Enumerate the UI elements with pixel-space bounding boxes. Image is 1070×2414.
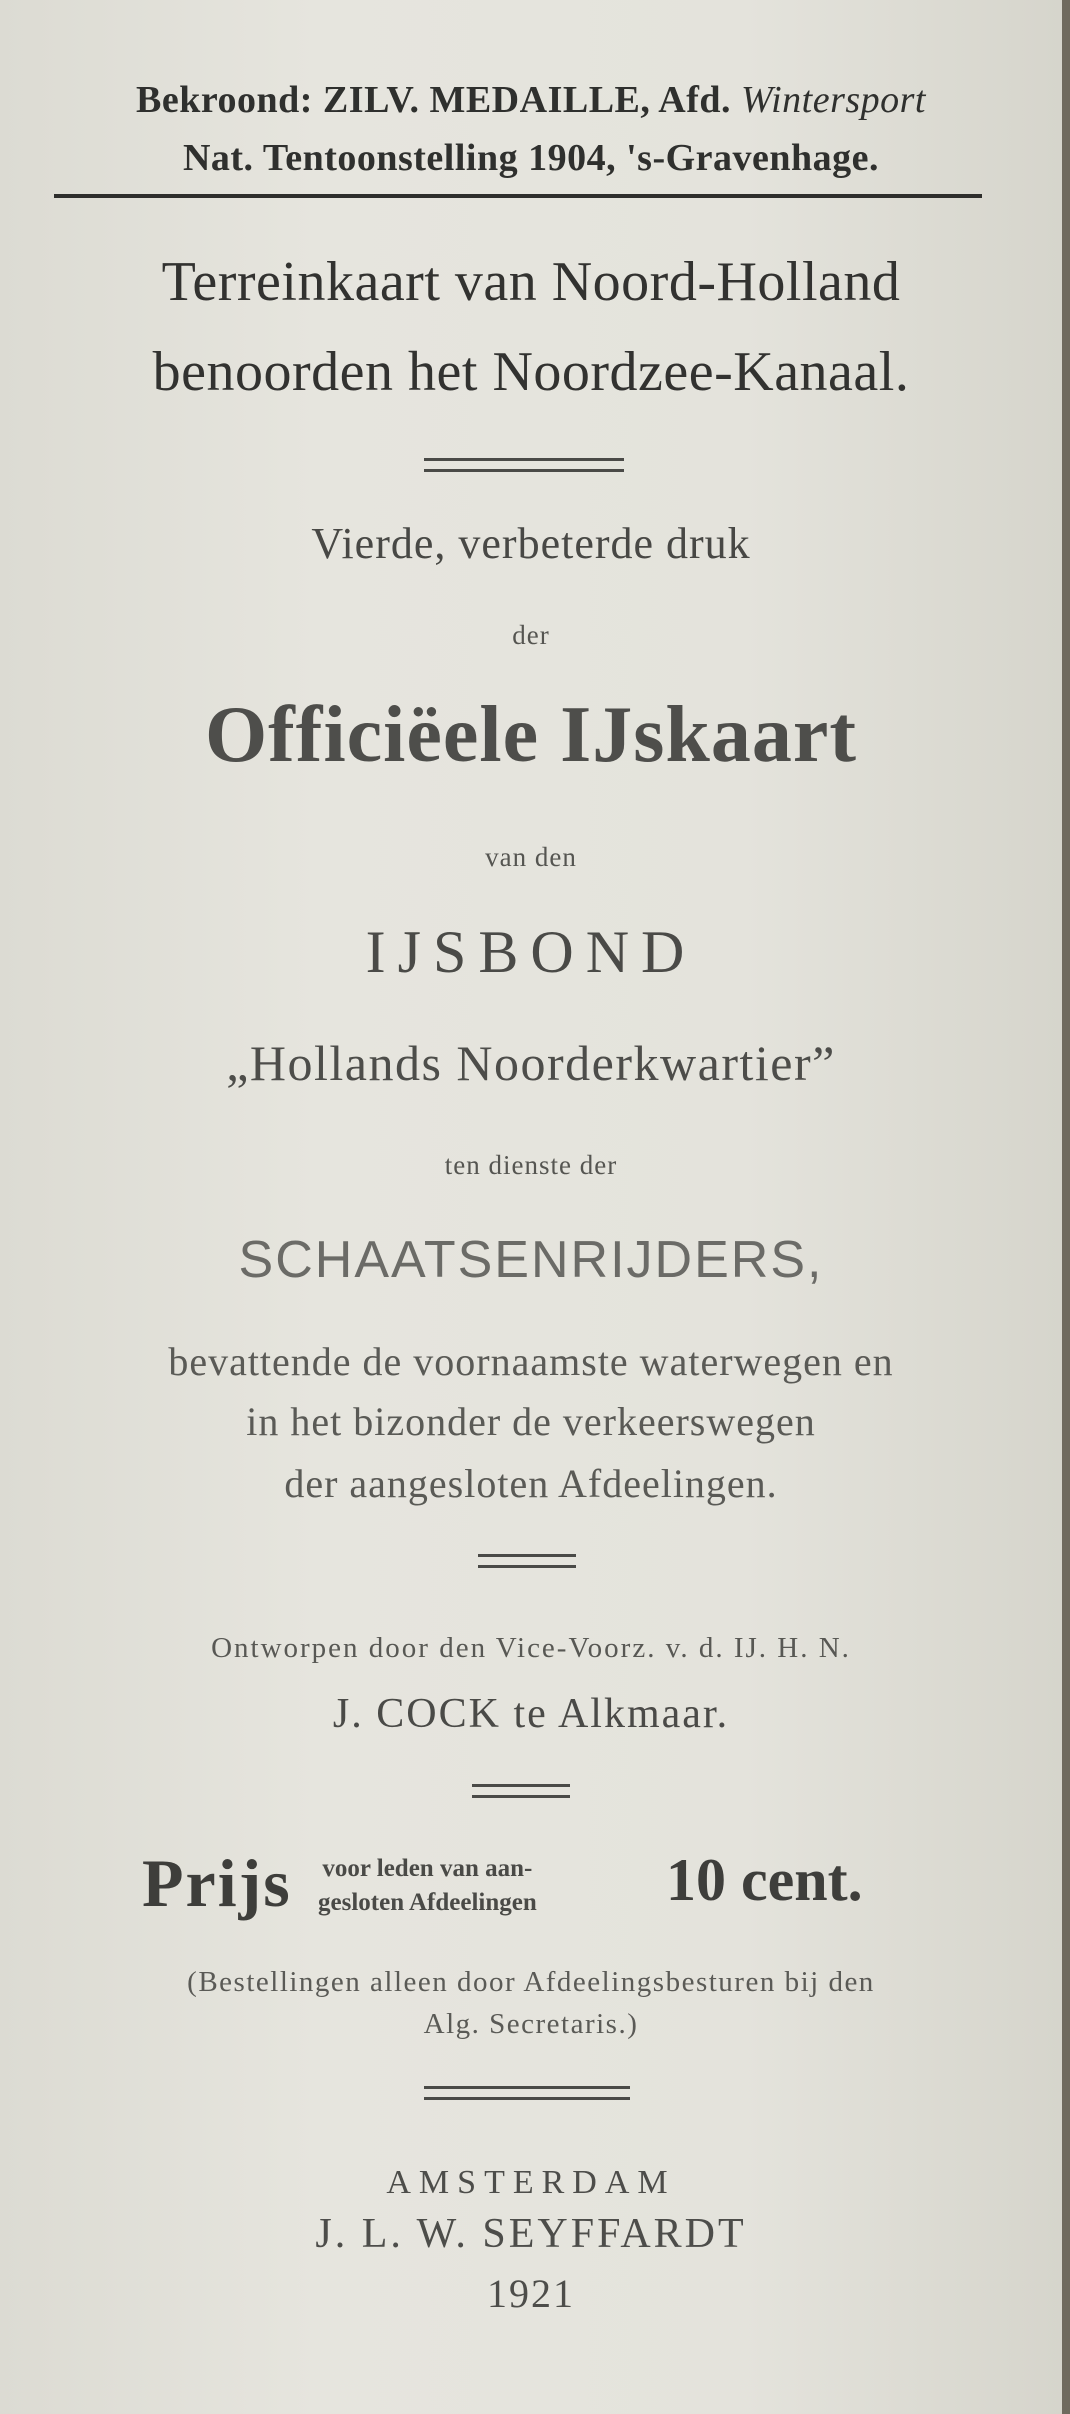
organization-name: IJSBOND [365,919,697,985]
audience-text: SCHAATSENRIJDERS, [238,1231,824,1289]
description-line-1: bevattende de voornaamste waterwegen en [168,1339,894,1384]
van-den-text: van den [485,842,577,872]
award-category: Wintersport [741,79,926,121]
orders-line-1: (Bestellingen alleen door Afdeelingsbesturen bij den [187,1966,875,1998]
main-title: Officiëele IJskaart [204,691,858,779]
price-note [318,1852,537,1920]
description-line-3: der aangesloten Afdeelingen. [284,1461,778,1506]
organization-subtitle: „Hollands Noorderkwartier” [226,1035,836,1091]
publication-year: 1921 [487,2271,575,2316]
title-line-1: Terreinkaart van Noord-Holland [161,251,901,313]
double-rule [478,1554,576,1568]
service-text: ten dienste der [444,1150,618,1180]
price-row [0,1838,1062,1948]
double-rule [472,1784,570,1798]
designer-line-2: J. COCK te Alkmaar. [332,1691,730,1737]
designer-line-1: Ontworpen door den Vice-Voorz. v. d. IJ. H. N. [211,1632,851,1664]
der-text: der [512,620,550,650]
edition-text: Vierde, verbeterde druk [311,519,751,568]
publisher-name: J. L. W. SEYFFARDT [315,2211,747,2257]
title-line-2: benoorden het Noordzee-Kanaal. [152,341,910,403]
double-rule [424,2086,630,2100]
price-note-line-2: gesloten Afdeelingen [318,1889,537,1916]
award-text: Bekroond: ZILV. MEDAILLE, Afd. [135,79,732,121]
double-rule [424,458,624,472]
award-line-2: Nat. Tentoonstelling 1904, 's-Gravenhage. [182,137,880,179]
orders-line-2: Alg. Secretaris.) [423,2008,639,2040]
price-label: Prijs [142,1845,292,1921]
award-line-1 [0,78,1062,122]
description-line-2: in het bizonder de verkeerswegen [246,1399,816,1444]
header-rule [54,194,982,198]
price-note-line-1: voor leden van aan- [322,1855,533,1882]
publisher-city: AMSTERDAM [386,2164,676,2201]
price-amount: 10 cent. [666,1847,863,1913]
